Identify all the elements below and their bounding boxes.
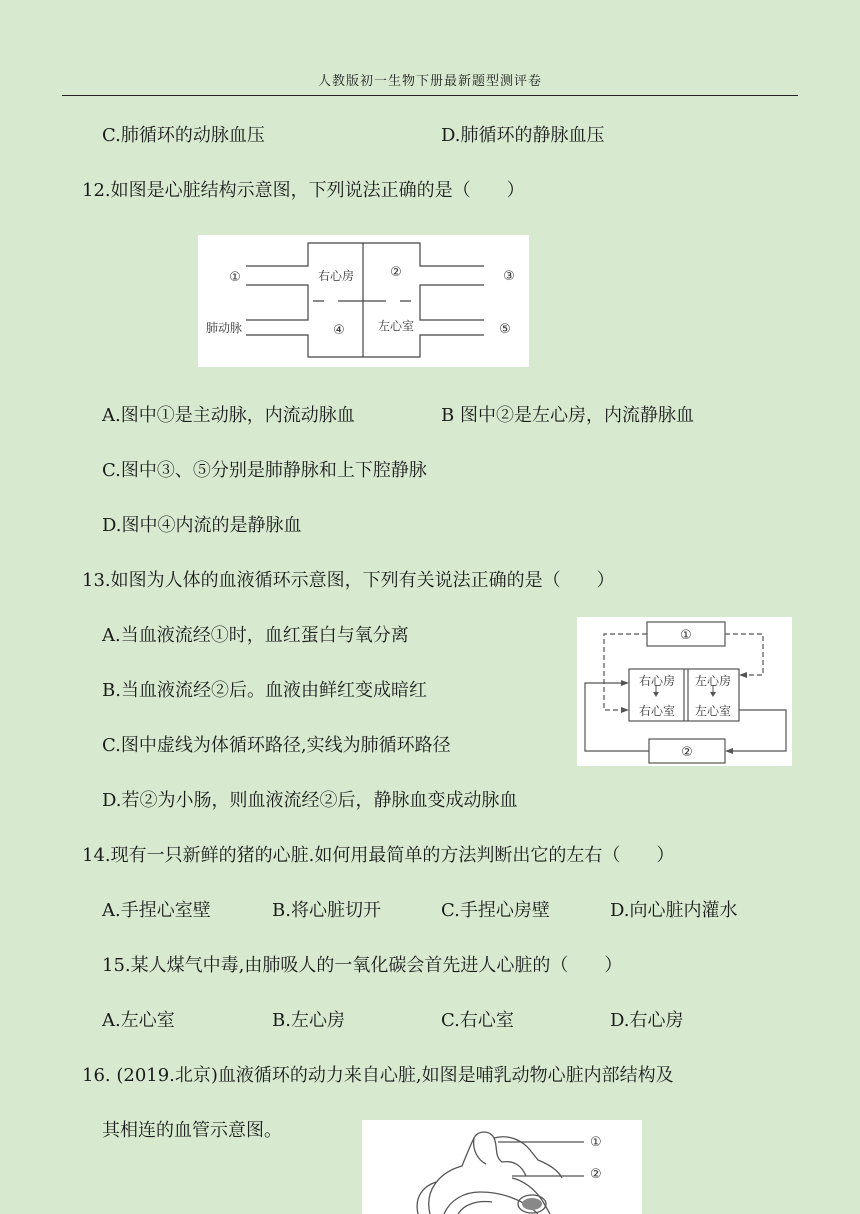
q12-option-b: B 图中②是左心房，内流静脉血 [441,405,694,426]
q14-option-a: A.手捏心室壁 [102,900,211,921]
q14-option-d: D.向心脏内灌水 [610,900,738,921]
q13-option-c: C.图中虚线为体循环路径,实线为肺循环路径 [102,735,451,756]
q12-stem: 12.如图是心脏结构示意图，下列说法正确的是（ ） [82,180,525,201]
q13-option-a: A.当血液流经①时，血红蛋白与氧分离 [102,625,409,646]
q12-label-5: ⑤ [499,322,511,337]
q13-label-1: ① [680,628,692,643]
q12-label-4: ④ [333,323,345,338]
q16-label-1: ① [590,1135,602,1150]
q13-circulation-figure [577,617,792,766]
q13-stem: 13.如图为人体的血液循环示意图，下列有关说法正确的是（ ） [82,570,615,591]
q13-option-b: B.当血液流经②后。血液由鲜红变成暗红 [102,680,427,701]
q11-option-d: D.肺循环的静脉血压 [441,125,605,146]
q12-label-left-ventricle: 左心室 [377,319,415,333]
q15-stem: 15.某人煤气中毒,由肺吸人的一氧化碳会首先进人心脏的（ ） [102,955,623,976]
q14-stem: 14.现有一只新鲜的猪的心脏.如何用最简单的方法判断出它的左右（ ） [82,845,675,866]
q16-stem-line2: 其相连的血管示意图。 [102,1120,282,1141]
q12-option-c: C.图中③、⑤分别是肺静脉和上下腔静脉 [102,460,427,481]
q15-option-b: B.左心房 [272,1010,345,1031]
q15-option-c: C.右心室 [441,1010,514,1031]
q12-label-3: ③ [503,269,515,284]
q12-label-pulmonary-artery: 肺动脉 [205,321,243,335]
q13-label-right-ventricle: 右心室 [638,704,676,718]
q13-option-d: D.若②为小肠，则血液流经②后，静脉血变成动脉血 [102,790,518,811]
q13-label-left-ventricle: 左心室 [694,704,732,718]
q12-heart-figure [198,235,529,367]
q14-option-b: B.将心脏切开 [272,900,381,921]
q12-label-right-atrium: 右心房 [317,269,355,283]
q12-option-a: A.图中①是主动脉，内流动脉血 [102,405,355,426]
page-header: 人教版初一生物下册最新题型测评卷 [317,74,542,89]
q14-option-c: C.手捏心房壁 [441,900,550,921]
q12-label-1: ① [229,270,241,285]
q11-option-c: C.肺循环的动脉血压 [102,125,265,146]
q16-heart-figure [362,1120,642,1214]
q12-label-2: ② [390,265,402,280]
q15-option-d: D.右心房 [610,1010,684,1031]
q16-stem-line1: 16. (2019.北京)血液循环的动力来自心脏,如图是哺乳动物心脏内部结构及 [82,1065,674,1086]
q12-option-d: D.图中④内流的是静脉血 [102,515,302,536]
q13-label-left-atrium: 左心房 [694,674,732,688]
q15-option-a: A.左心室 [102,1010,175,1031]
q13-label-right-atrium: 右心房 [638,674,676,688]
header-rule [62,95,798,96]
q13-label-2: ② [681,745,693,760]
q16-label-2: ② [590,1167,602,1182]
